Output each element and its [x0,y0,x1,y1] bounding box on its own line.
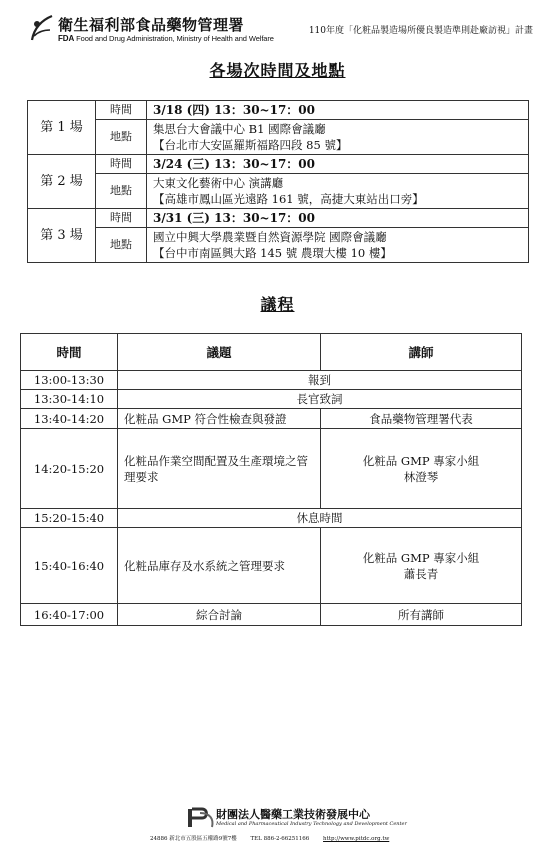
session-name: 第 3 場 [28,209,96,263]
table-row [21,409,522,429]
speaker-name: 蕭長青 [403,566,439,581]
agenda-time: 13:30-14:10 [21,390,118,409]
agenda-time: 13:40-14:20 [21,409,118,429]
table-row [21,509,522,528]
table-row [28,174,529,209]
session-place [147,174,529,209]
place-label: 地點 [96,174,147,209]
schedule-table [27,100,529,263]
session-address: 【高雄市鳳山區光遠路 161 號，高捷大東站出口旁】 [153,192,424,206]
agenda-title: 議程 [260,295,295,314]
footer-org-name-en: Medical and Pharmaceutical Industry Technology and Development Center [216,821,407,827]
agenda-time: 16:40-17:00 [21,604,118,626]
table-row [28,228,529,263]
table-row [21,371,522,390]
header-time: 時間 [21,334,118,371]
table-header-row [21,334,522,371]
agenda-speaker [321,429,522,509]
agenda-speaker: 所有講師 [321,604,522,626]
session-time: 3/31 (三) 13：30~17：00 [147,209,529,228]
time-label: 時間 [96,155,147,174]
session-address: 【台北市大安區羅斯福路四段 85 號】 [153,138,348,152]
footer-address: 24886 新北市五股區五權路9號7樓 [150,836,237,842]
footer-org-name: 財團法人醫藥工業技術發展中心 [216,808,370,821]
table-row [28,101,529,120]
agenda-topic: 化粧品作業空間配置及生產環境之管理要求 [118,429,321,509]
agenda-topic: 化粧品庫存及水系統之管理要求 [118,528,321,604]
session-place [147,228,529,263]
table-row [28,155,529,174]
table-row [21,429,522,509]
fda-logo-icon [28,14,54,44]
session-address: 【台中市南區興大路 145 號 農環大樓 10 樓】 [153,246,392,260]
footer-url[interactable]: http://www.pitdc.org.tw [323,836,390,842]
project-title: 110年度「化粧品製造場所優良製造準則赴廠訪視」計畫 [308,26,533,36]
table-row [21,390,522,409]
session-venue: 大東文化藝術中心 演講廳 [153,176,284,190]
agenda-time: 15:40-16:40 [21,528,118,604]
agenda-merged: 休息時間 [118,509,522,528]
session-venue: 集思台大會議中心 B1 國際會議廳 [153,122,326,136]
session-place [147,120,529,155]
header-topic: 議題 [118,334,321,371]
time-label: 時間 [96,101,147,120]
org-abbr: FDA [58,34,75,43]
speaker-org: 化粧品 GMP 專家小組 [362,550,480,565]
agenda-time: 13:00-13:30 [21,371,118,390]
agenda-merged: 報到 [118,371,522,390]
place-label: 地點 [96,228,147,263]
session-venue: 國立中興大學農業暨自然資源學院 國際會議廳 [153,230,387,244]
schedule-title: 各場次時間及地點 [209,61,346,80]
agenda-speaker: 食品藥物管理署代表 [321,409,522,429]
agenda-time: 15:20-15:40 [21,509,118,528]
session-time: 3/18 (四) 13：30~17：00 [147,101,529,120]
table-row [28,120,529,155]
org-name-en [58,34,274,43]
page-header [28,14,533,48]
table-row [21,528,522,604]
agenda-topic: 化粧品 GMP 符合性檢查與發證 [118,409,321,429]
agenda-topic: 綜合討論 [118,604,321,626]
session-time: 3/24 (三) 13：30~17：00 [147,155,529,174]
session-name: 第 1 場 [28,101,96,155]
table-row [28,209,529,228]
session-name: 第 2 場 [28,155,96,209]
org-name-en-text: Food and Drug Administration, Ministry of Health and Welfare [76,34,274,43]
agenda-merged: 長官致詞 [118,390,522,409]
header-speaker: 講師 [321,334,522,371]
time-label: 時間 [96,209,147,228]
agenda-speaker [321,528,522,604]
table-row [21,604,522,626]
speaker-org: 化粧品 GMP 專家小組 [362,453,480,468]
agenda-table [20,333,522,626]
place-label: 地點 [96,120,147,155]
pidc-logo-icon [186,805,216,831]
footer-tel: TEL 886-2-66251166 [250,836,310,842]
agenda-time: 14:20-15:20 [21,429,118,509]
org-name-zh: 衛生福利部食品藥物管理署 [58,16,245,34]
footer-contact [150,834,401,842]
speaker-name: 林澄琴 [403,469,439,484]
